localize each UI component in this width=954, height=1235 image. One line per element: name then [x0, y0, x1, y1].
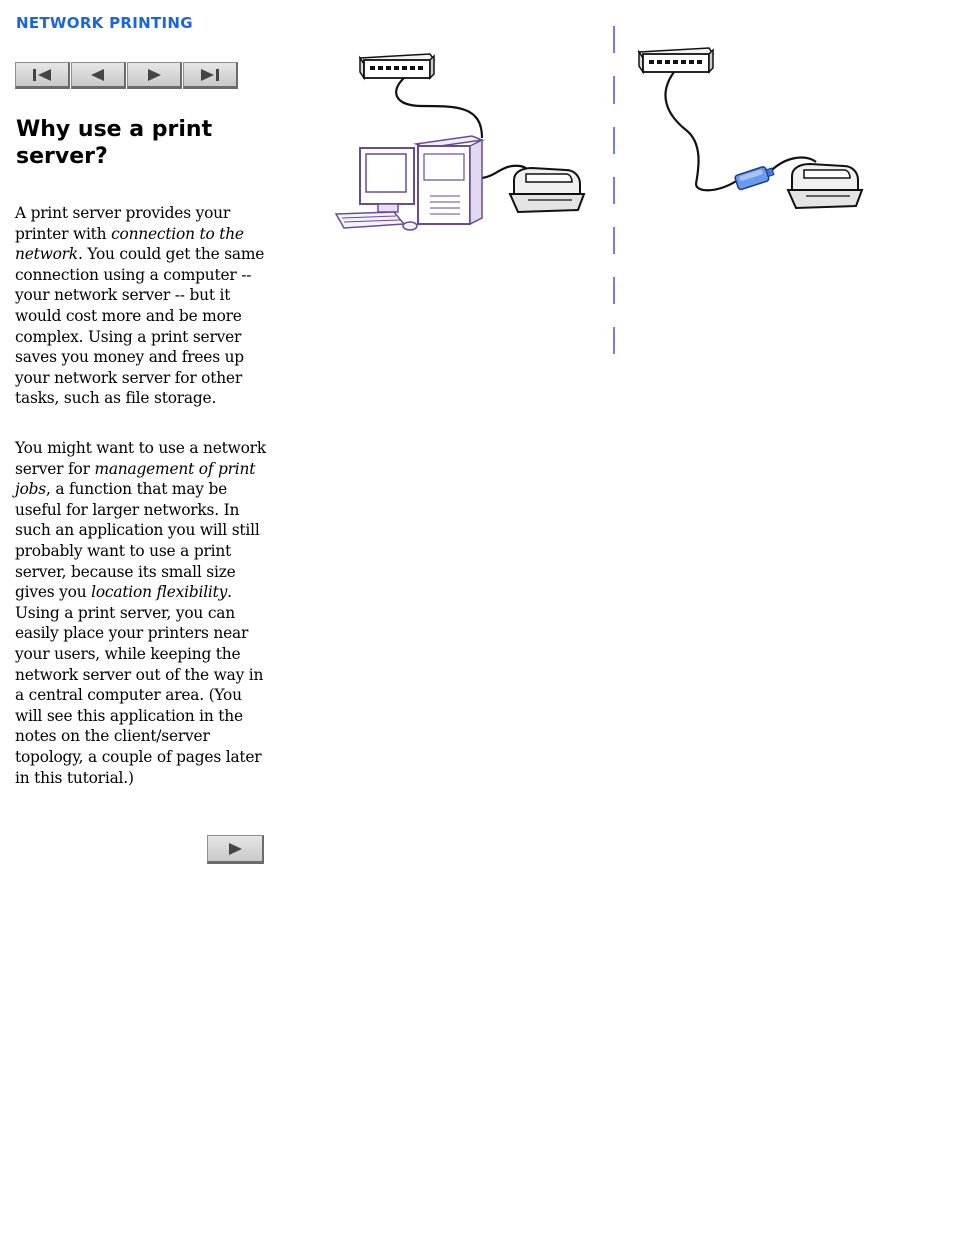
network-hub-icon [639, 48, 713, 72]
network-hub-icon [360, 54, 434, 78]
diagram-computer-as-server [332, 46, 588, 236]
paragraph-text: You might want to use a network server for [15, 439, 266, 478]
emphasis-text: management of print jobs [15, 459, 256, 499]
previous-page-icon [85, 67, 111, 83]
diagram-print-server [636, 44, 866, 219]
page-heading: Why use a print server? [16, 117, 213, 169]
print-server-device-icon [734, 164, 775, 190]
paragraph-intro [15, 203, 267, 409]
paragraph-text: , a function that may be useful for larger networks. In such an application you will still probably want to use a print server, because its small size gives you [15, 480, 260, 602]
next-page-icon [222, 841, 248, 857]
paragraph-management [15, 438, 267, 788]
paragraph-text: . Using a print server, you can easily place your printers near your users, while keeping the network server out of the way in a central computer area. (You will see this application in the notes on the client/server topology, a couple of pages later in this tutorial.) [15, 583, 264, 787]
bottom-next-page-button[interactable] [207, 835, 264, 864]
section-title: NETWORK PRINTING [16, 14, 193, 32]
printer-icon [788, 164, 862, 208]
paragraph-text: A print server provides your printer with [15, 204, 231, 243]
paragraph-text: . You could get the same connection using a computer -- your network server -- but it would cost more and be more complex. Using a print server saves you money and frees up your network server for other tasks, such as file storage. [15, 245, 265, 408]
computer-server-icon [336, 136, 482, 230]
emphasis-text: connection to the network [15, 224, 244, 264]
first-page-button[interactable] [15, 62, 70, 89]
first-page-icon [29, 67, 55, 83]
emphasis-text: location flexibility [91, 583, 228, 602]
last-page-icon [197, 67, 223, 83]
previous-page-button[interactable] [71, 62, 126, 89]
next-page-button[interactable] [127, 62, 182, 89]
printer-icon [510, 168, 584, 212]
diagram-divider [610, 24, 618, 359]
last-page-button[interactable] [183, 62, 238, 89]
next-page-icon [141, 67, 167, 83]
nav-toolbar [15, 62, 238, 89]
